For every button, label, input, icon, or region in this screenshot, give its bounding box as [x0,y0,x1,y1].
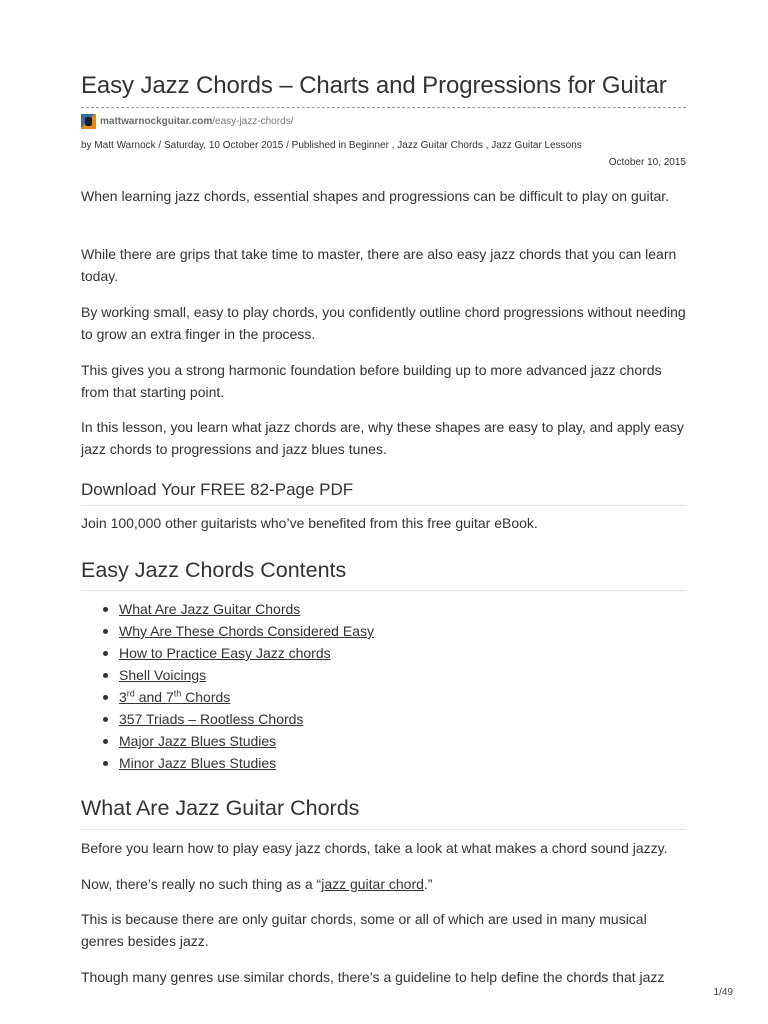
download-heading: Download Your FREE 82-Page PDF [81,480,354,499]
download-divider [81,505,686,506]
list-item [81,686,374,708]
byline: by Matt Warnock / Saturday, 10 October 2015 / Published in Beginner , Jazz Guitar Chords , Jazz Guitar Lessons [81,140,582,151]
section-heading: What Are Jazz Guitar Chords [81,796,360,820]
list-item [81,620,374,642]
intro-paragraph: When learning jazz chords, essential shapes and progressions can be difficult to play on guitar. [81,188,670,204]
page-number: 1/49 [713,987,733,998]
toc-link-3rd-7th-chords[interactable]: 3rd and 7th Chords [119,688,231,705]
toc-link-shell-voicings[interactable]: Shell Voicings [119,667,207,683]
site-favicon-icon [81,114,96,129]
source-domain[interactable]: mattwarnockguitar.com [100,116,213,127]
list-item [81,752,374,774]
list-item [81,708,374,730]
body-paragraph: Before you learn how to play easy jazz chords, take a look at what makes a chord sound jazzy. [81,840,668,856]
source-line [81,114,293,129]
list-item [81,642,374,664]
toc-link-why-considered-easy[interactable]: Why Are These Chords Considered Easy [119,623,374,639]
intro-paragraph: While there are grips that take time to master, there are also easy jazz chords that you can learn today. [81,246,677,284]
body-paragraph: Though many genres use similar chords, there’s a guideline to help define the chords that jazz [81,969,665,985]
section-divider [81,829,686,830]
contents-divider [81,590,686,591]
list-item [81,730,374,752]
source-path[interactable]: /easy-jazz-chords/ [212,116,294,127]
contents-heading: Easy Jazz Chords Contents [81,558,347,582]
toc-link-major-blues[interactable]: Major Jazz Blues Studies [119,733,277,749]
publish-date: October 10, 2015 [608,157,686,168]
body-paragraph: Now, there’s really no such thing as a “jazz guitar chord.” [81,876,433,892]
body-paragraph: This is because there are only guitar chords, some or all of which are used in many musical genres besides jazz. [81,911,647,949]
intro-paragraph: This gives you a strong harmonic foundation before building up to more advanced jazz chords from that starting point. [81,362,662,400]
list-item [81,664,374,686]
toc-link-what-are-jazz-guitar-chords[interactable]: What Are Jazz Guitar Chords [119,601,301,617]
toc-link-357-triads[interactable]: 357 Triads – Rootless Chords [119,711,304,727]
list-item [81,598,374,620]
download-text: Join 100,000 other guitarists who’ve benefited from this free guitar eBook. [81,515,538,531]
toc-link-how-to-practice[interactable]: How to Practice Easy Jazz chords [119,645,331,661]
intro-paragraph: By working small, easy to play chords, you confidently outline chord progressions without needing to grow an extra finger in the process. [81,304,686,342]
title-divider [81,107,686,108]
page-title: Easy Jazz Chords – Charts and Progressions for Guitar [81,72,667,99]
contents-list [81,598,374,774]
jazz-guitar-chord-link[interactable]: jazz guitar chord [321,876,424,892]
intro-paragraph: In this lesson, you learn what jazz chords are, why these shapes are easy to play, and apply easy jazz chords to progressions and jazz blues tunes. [81,419,684,457]
toc-link-minor-blues[interactable]: Minor Jazz Blues Studies [119,755,277,771]
